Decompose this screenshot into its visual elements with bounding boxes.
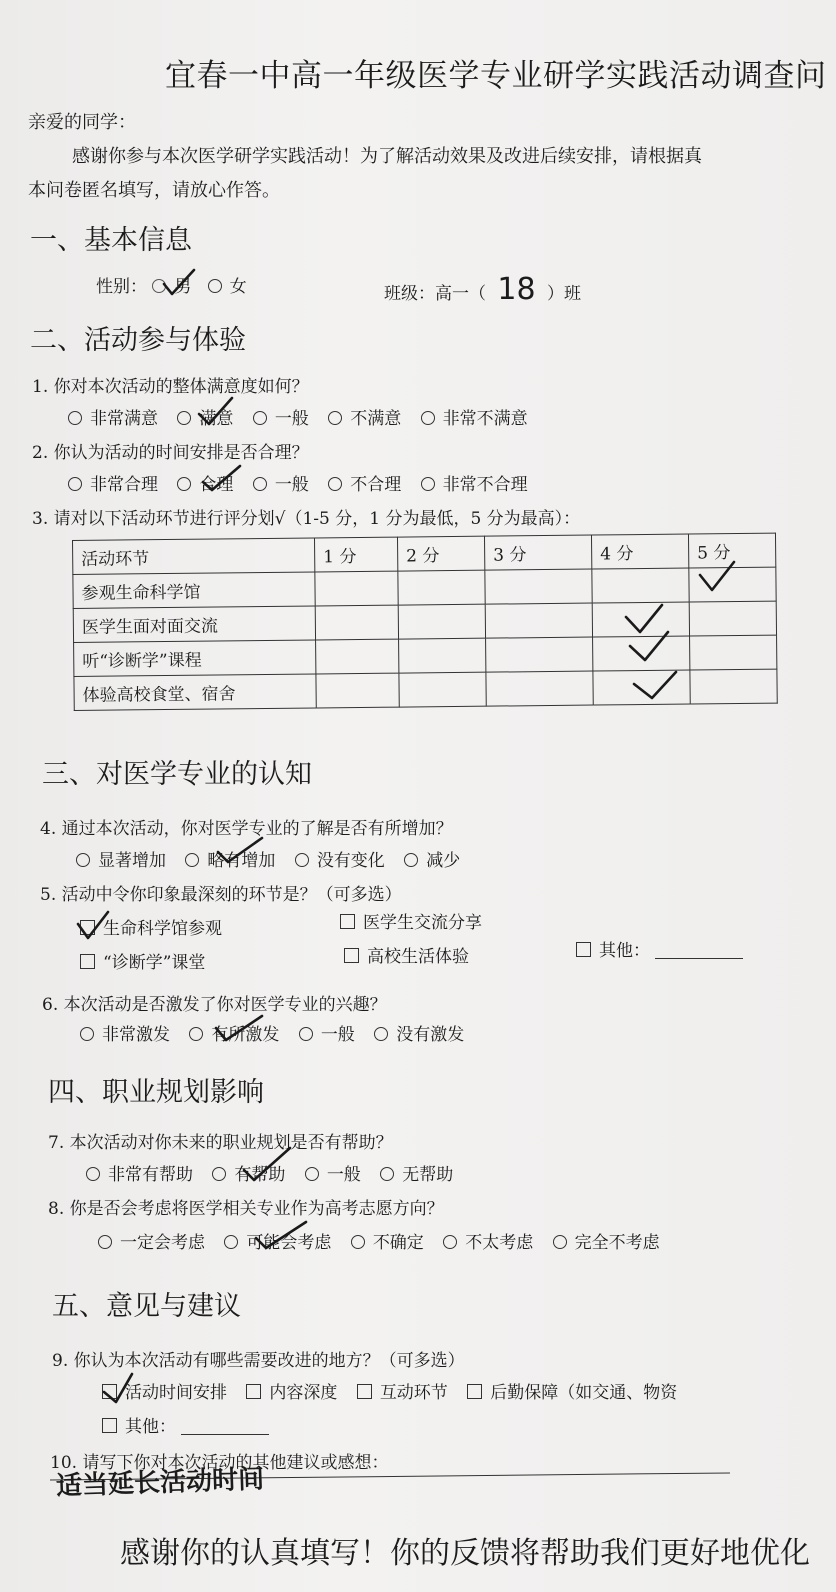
question-5: 5. 活动中令你印象最深刻的环节是？（可多选） <box>40 885 402 905</box>
q8-option[interactable]: 可能会考虑 <box>224 1228 331 1253</box>
q9-option[interactable]: 互动环节 <box>357 1378 448 1403</box>
table-header: 4 分 <box>591 534 688 569</box>
q8-option[interactable]: 不太考虑 <box>443 1228 533 1253</box>
q5-option[interactable]: 医学生交流分享 <box>340 908 482 933</box>
section-4-heading: 四、职业规划影响 <box>48 1077 264 1108</box>
check-mark-icon <box>634 672 676 698</box>
q9-option[interactable]: 活动时间安排 <box>102 1378 227 1403</box>
q2-option[interactable]: 一般 <box>253 470 309 495</box>
q1-option[interactable]: 一般 <box>253 404 309 429</box>
table-header: 活动环节 <box>73 538 315 575</box>
q5-option[interactable]: “诊断学”课堂 <box>80 948 205 973</box>
q8-option[interactable]: 一定会考虑 <box>98 1228 205 1253</box>
q9-option[interactable]: 内容深度 <box>246 1378 337 1403</box>
q1-option[interactable]: 满意 <box>177 404 233 429</box>
q7-option[interactable]: 有帮助 <box>212 1160 285 1185</box>
question-4: 4. 通过本次活动，你对医学专业的了解是否有所增加？ <box>40 819 453 839</box>
footer-thanks: 感谢你的认真填写！你的反馈将帮助我们更好地优化 <box>120 1536 810 1571</box>
q2-option[interactable]: 合理 <box>177 470 233 495</box>
q2-option[interactable]: 非常合理 <box>68 470 158 495</box>
section-2-heading: 二、活动参与体验 <box>30 325 246 356</box>
check-mark-icon <box>78 912 108 938</box>
section-1-heading: 一、基本信息 <box>30 225 192 256</box>
q1-option[interactable]: 非常不满意 <box>421 404 528 429</box>
intro-line-2: 本问卷匿名填写，请放心作答。 <box>28 180 280 201</box>
q6-option[interactable]: 没有激发 <box>374 1020 464 1045</box>
check-mark-icon <box>164 270 194 294</box>
check-mark-icon <box>256 1222 306 1248</box>
class-label: 班级：高一（ <box>384 284 486 304</box>
table-header: 2 分 <box>397 536 484 571</box>
question-8: 8. 你是否会考虑将医学相关专业作为高考志愿方向？ <box>48 1199 444 1219</box>
q4-option[interactable]: 略有增加 <box>185 846 275 871</box>
q10-handwritten-answer[interactable]: 适当延长活动时间 <box>55 1464 265 1502</box>
table-cell-activity: 医学生面对面交流 <box>73 606 315 643</box>
q5-option[interactable]: 生命科学馆参观 <box>80 914 222 939</box>
q8-option[interactable]: 不确定 <box>351 1228 424 1253</box>
table-header: 1 分 <box>314 537 397 572</box>
check-mark-icon <box>218 838 262 862</box>
q6-option[interactable]: 非常激发 <box>80 1020 170 1045</box>
question-1: 1. 你对本次活动的整体满意度如何？ <box>32 377 309 397</box>
table-header: 3 分 <box>484 535 591 570</box>
q2-option[interactable]: 非常不合理 <box>421 470 528 495</box>
question-10: 10. 请写下你对本次活动的其他建议或感想： <box>50 1453 389 1473</box>
q4-option[interactable]: 减少 <box>404 846 460 871</box>
q7-option[interactable]: 一般 <box>305 1160 361 1185</box>
check-mark-icon <box>199 398 232 424</box>
q4-option[interactable]: 显著增加 <box>76 846 166 871</box>
greeting: 亲爱的同学： <box>28 112 136 133</box>
q7-option[interactable]: 无帮助 <box>380 1160 453 1185</box>
question-6: 6. 本次活动是否激发了你对医学专业的兴趣？ <box>42 995 387 1015</box>
check-mark-icon <box>244 1148 290 1180</box>
check-mark-icon <box>626 605 662 632</box>
q1-option[interactable]: 不满意 <box>328 404 401 429</box>
gender-female-label: 女 <box>229 277 247 297</box>
gender-label: 性别： <box>96 277 147 297</box>
q2-option[interactable]: 不合理 <box>328 470 401 495</box>
q6-option[interactable]: 有所激发 <box>189 1020 279 1045</box>
question-2: 2. 你认为活动的时间安排是否合理？ <box>32 443 309 463</box>
table-cell-activity: 参观生命科学馆 <box>73 572 315 609</box>
q9-option[interactable]: 后勤保障（如交通、物资 <box>467 1378 677 1403</box>
check-mark-icon <box>630 632 668 660</box>
section-3-heading: 三、对医学专业的认知 <box>42 759 312 790</box>
gender-male-label: 男 <box>174 277 192 297</box>
intro-line-1: 感谢你参与本次医学研学实践活动！为了解活动效果及改进后续安排，请根据真 <box>72 146 702 167</box>
check-mark-icon <box>104 1374 132 1402</box>
question-3: 3. 请对以下活动环节进行评分划√（1-5 分，1 分为最低，5 分为最高）： <box>32 509 581 529</box>
check-mark-icon <box>203 466 240 490</box>
question-9: 9. 你认为本次活动有哪些需要改进的地方？（可多选） <box>52 1351 465 1371</box>
q5-option-other[interactable]: 其他： <box>576 936 743 961</box>
q4-option[interactable]: 没有变化 <box>295 846 385 871</box>
q6-option[interactable]: 一般 <box>299 1020 355 1045</box>
table-cell-activity: 体验高校食堂、宿舍 <box>74 674 316 711</box>
class-value[interactable]: 18 <box>497 272 536 307</box>
q9-option-other[interactable]: 其他： <box>102 1412 269 1437</box>
q5-option[interactable]: 高校生活体验 <box>344 942 469 967</box>
survey-title: 宜春一中高一年级医学专业研学实践活动调查问 <box>165 58 827 94</box>
q1-option[interactable]: 非常满意 <box>68 404 158 429</box>
check-mark-icon <box>700 562 734 590</box>
check-mark-icon <box>216 1016 262 1040</box>
class-suffix: ）班 <box>547 284 581 304</box>
question-7: 7. 本次活动对你未来的职业规划是否有帮助？ <box>48 1133 393 1153</box>
section-5-heading: 五、意见与建议 <box>52 1291 241 1322</box>
q7-option[interactable]: 非常有帮助 <box>86 1160 193 1185</box>
table-cell-activity: 听“诊断学”课程 <box>74 640 316 677</box>
q8-option[interactable]: 完全不考虑 <box>553 1228 660 1253</box>
table-header: 5 分 <box>688 533 775 568</box>
